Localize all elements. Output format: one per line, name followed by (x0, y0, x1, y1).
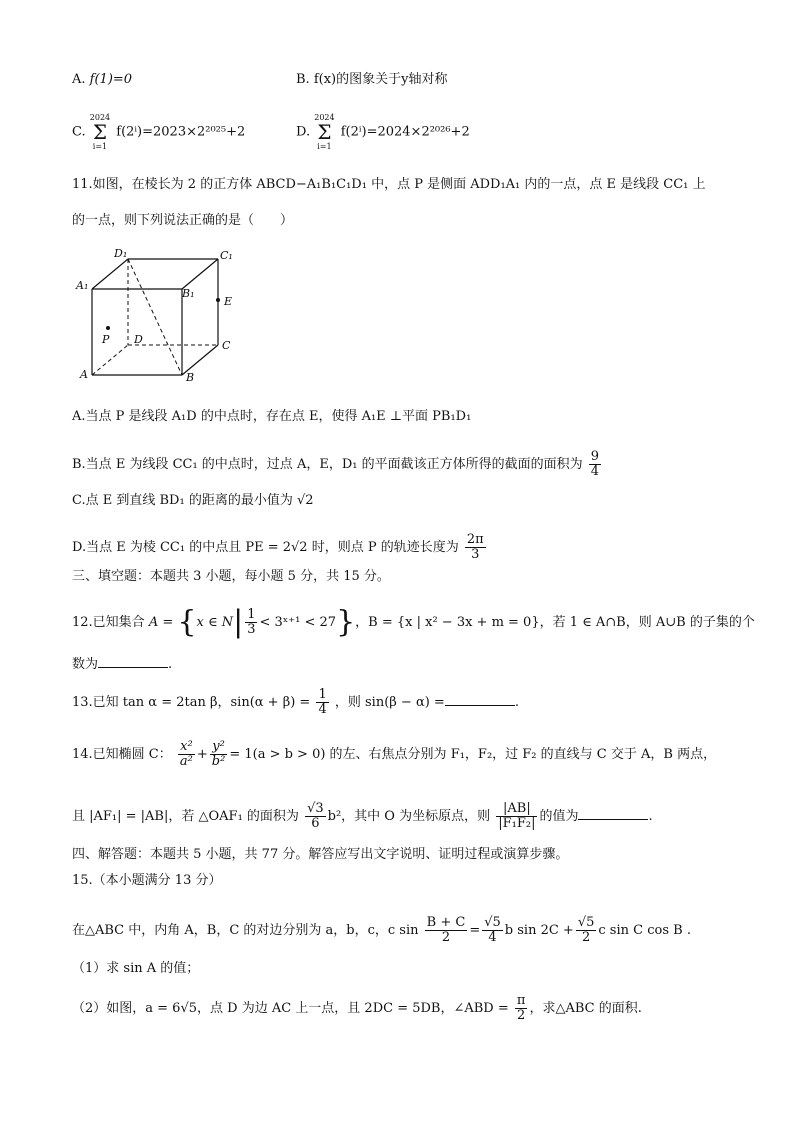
q12-line2-text: 数为 (72, 657, 99, 672)
q15-title: 15.（本小题满分 13 分） (72, 873, 222, 888)
sum-bottom: i=1 (92, 142, 108, 151)
set-b-text: ，B = {x | x² − 3x + m = 0}，若 1 ∈ A∩B，则 A∪B 的子集的个 (355, 615, 755, 630)
fraction (316, 688, 328, 717)
option-label: C. (72, 124, 86, 140)
fraction (465, 533, 486, 562)
fig-label-c1: C₁ (220, 249, 233, 262)
answer-blank[interactable] (445, 693, 515, 706)
q11-option-a: A.当点 P 是线段 A₁D 的中点时，存在点 E，使得 A₁E ⊥平面 PB₁D₁ (72, 409, 472, 424)
option-label: A. (72, 72, 86, 87)
fraction (576, 916, 597, 945)
frac-den: 3 (471, 547, 480, 562)
frac-num: √5 (577, 915, 595, 930)
option-text: f(1)=0 (89, 72, 133, 87)
option-label: B. (296, 72, 310, 87)
frac-den: 4 (590, 464, 600, 479)
cube-figure (74, 245, 244, 385)
frac-den: a² (179, 754, 193, 769)
fraction (210, 740, 228, 769)
fig-label-d1: D₁ (114, 247, 128, 260)
right-brace: } (336, 604, 356, 640)
q11-option-c: C.点 E 到直线 BD₁ 的距离的最小值为 √2 (72, 493, 314, 508)
frac-num: B + C (426, 915, 466, 930)
q15-stem-c: c sin C cos B . (598, 923, 691, 938)
frac-num: √3 (307, 801, 324, 816)
q14-text4: b²，其中 O 为坐标原点，则 (327, 809, 491, 824)
frac-den: 6 (311, 816, 320, 831)
sum-top: 2024 (89, 113, 111, 122)
frac-den: 2 (441, 930, 451, 945)
option-text: f(2ⁱ)=2024×2²⁰²⁶+2 (340, 124, 470, 140)
fig-label-p: P (102, 333, 110, 346)
q13-text1: 13.已知 tan α = 2tan β，sin(α + β) = (72, 695, 311, 710)
q14-line2 (72, 802, 653, 831)
q10-option-c (72, 113, 245, 151)
frac-den: |F₁F₂| (498, 816, 536, 831)
q15-part2-a: （2）如图，a = 6√5，点 D 为边 AC 上一点，且 2DC = 5DB，∠ABD = (72, 1001, 509, 1016)
option-text: f(2ⁱ)=2023×2²⁰²⁵+2 (116, 124, 246, 140)
frac-den: 3 (247, 622, 256, 637)
q11-stem-line1: 11.如图，在棱长为 2 的正方体 ABCD−A₁B₁C₁D₁ 中，点 P 是侧面 ADD₁A₁ 内的一点，点 E 是线段 CC₁ 上 (72, 177, 706, 192)
sum-top: 2024 (314, 113, 335, 122)
set-a-condition: < 3ˣ⁺¹ < 27 (259, 615, 337, 630)
q11-stem-line2: 的一点，则下列说法正确的是（ ） (72, 213, 294, 228)
q12-line1 (72, 604, 755, 640)
section-4-header: 四、解答题：本题共 5 小题，共 77 分。解答应写出文字说明、证明过程或演算步骤。 (72, 847, 569, 862)
period: . (514, 695, 519, 710)
fig-label-a1: A₁ (76, 279, 89, 292)
summation-symbol: 2024 Σ i=1 (314, 113, 335, 151)
set-a-element: x ∈ N (196, 615, 234, 630)
q10-option-b (296, 71, 447, 89)
equals: = (469, 923, 481, 938)
q14-text5: 的值为 (539, 809, 579, 824)
fraction (589, 450, 601, 479)
frac-num: 1 (247, 607, 256, 622)
q10-option-a (72, 71, 132, 89)
option-text: f(x)的图象关于y轴对称 (313, 72, 448, 87)
frac-num: 2π (466, 532, 484, 547)
frac-num: π (516, 993, 526, 1008)
q10-option-d (296, 113, 470, 151)
fig-label-b: B (186, 371, 195, 384)
q11-option-d (72, 533, 488, 562)
q15-stem-a: 在△ABC 中，内角 A，B，C 的对边分别为 a，b，c，c sin (72, 923, 419, 938)
fraction (482, 916, 503, 945)
answer-blank[interactable] (98, 655, 168, 668)
frac-num: x² (178, 740, 195, 755)
frac-den: b² (211, 754, 226, 769)
period: . (648, 809, 653, 824)
fig-label-e: E (224, 295, 233, 308)
q15-stem-b: b sin 2C + (504, 923, 574, 938)
q15-part2-b: ，求△ABC 的面积. (529, 1001, 642, 1016)
q15-stem (72, 916, 691, 945)
sum-bottom: i=1 (317, 142, 332, 151)
q11-option-b (72, 450, 603, 479)
frac-num: 9 (590, 449, 600, 464)
option-text: B.当点 E 为线段 CC₁ 的中点时，过点 A，E，D₁ 的平面截该正方体所得的截面的面积为 (72, 457, 583, 472)
fraction (496, 802, 537, 831)
frac-den: 2 (581, 930, 591, 945)
frac-den: 2 (517, 1008, 526, 1023)
q14-text1: 14.已知椭圆 C： (72, 747, 172, 762)
frac-num: y² (210, 740, 228, 755)
q15-part1: （1）求 sin A 的值； (72, 961, 200, 976)
q13-line (72, 688, 519, 717)
answer-blank[interactable] (578, 807, 648, 820)
fraction (305, 802, 326, 831)
left-brace: { (177, 604, 197, 640)
fig-label-b1: B₁ (182, 287, 195, 300)
q12-line2 (72, 655, 172, 674)
fraction (515, 994, 528, 1023)
option-label: D. (296, 124, 311, 140)
period: . (168, 657, 173, 672)
option-text: D.当点 E 为棱 CC₁ 的中点且 PE = 2√2 时，则点 P 的轨迹长度为 (72, 540, 459, 555)
frac-num: |AB| (496, 802, 537, 817)
section-3-header: 三、填空题：本题共 3 小题，每小题 5 分，共 15 分。 (72, 569, 390, 584)
set-a-lhs: A = (148, 615, 174, 630)
q14-text3: 且 |AF₁| = |AB|，若 △OAF₁ 的面积为 (72, 809, 299, 824)
q12-prefix: 12.已知集合 (72, 615, 145, 630)
frac-den: 4 (488, 930, 497, 945)
frac-num: 1 (318, 687, 327, 702)
q15-part2 (72, 994, 642, 1023)
fig-label-c: C (222, 339, 231, 352)
q14-line1: 14.已知椭圆 C： $\frac{\text{x²}}{\text{a²}}$ + $\frac{\text{y²}}{\text{b²}}$ = 1(a > b > 0) 的左、右焦点分别为 F₁，F₂，过 F₂ 的直线与 C 交于 A，B 两点， (72, 739, 717, 769)
q14-text2: = 1(a > b > 0) 的左、右焦点分别为 F₁，F₂，过 F₂ 的直线与 C 交于 A，B 两点， (229, 747, 717, 762)
fig-label-d: D (134, 333, 143, 346)
q13-text2: ，则 sin(β − α) = (334, 695, 445, 710)
frac-num: √5 (484, 915, 501, 930)
fraction (245, 608, 257, 637)
summation-symbol: 2024 Σ i=1 (89, 113, 111, 151)
fraction (425, 916, 468, 945)
bar: | (233, 604, 244, 640)
fraction (178, 740, 195, 769)
fig-label-a: A (80, 368, 88, 381)
frac-den: 4 (318, 702, 327, 717)
